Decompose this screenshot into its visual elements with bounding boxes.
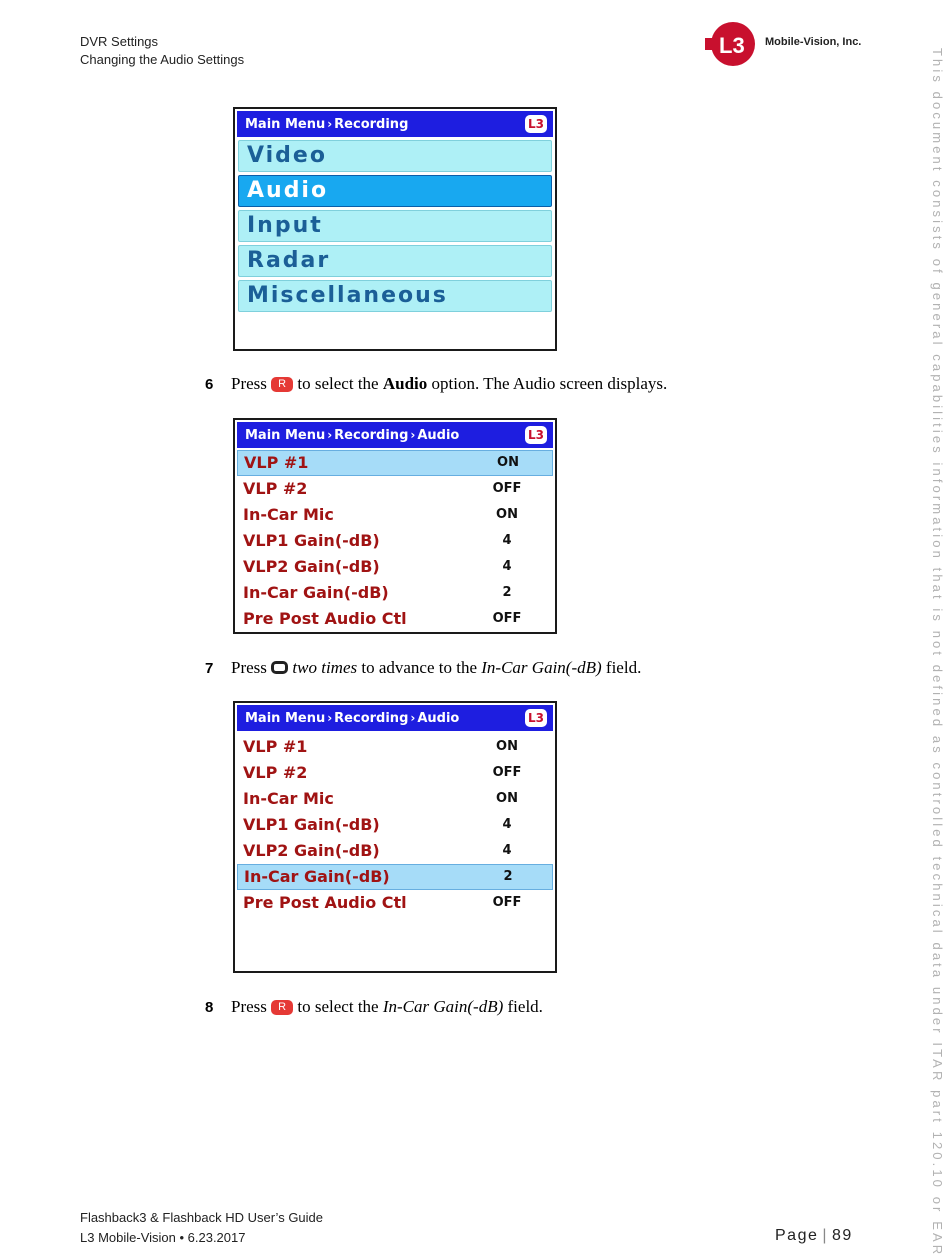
menu-item-radar[interactable]: Radar xyxy=(238,245,552,277)
step-text: field. xyxy=(605,658,642,677)
l3-badge-icon: L3 xyxy=(525,426,547,444)
setting-value: OFF xyxy=(492,765,522,780)
setting-row-vlp1-gain[interactable] xyxy=(237,812,553,838)
setting-label: VLP2 Gain(-dB) xyxy=(243,841,380,860)
step-number: 8 xyxy=(205,999,214,1016)
l3-badge-icon: L3 xyxy=(525,115,547,133)
setting-label: Pre Post Audio Ctl xyxy=(243,893,407,912)
chevron-right-icon: › xyxy=(410,711,416,725)
header-subsection: Changing the Audio Settings xyxy=(80,52,245,67)
step-text: to select the xyxy=(297,997,379,1016)
breadcrumb-recording: Recording xyxy=(334,117,409,132)
setting-value: ON xyxy=(496,791,518,806)
setting-row-in-car-gain[interactable] xyxy=(237,580,553,606)
page-header xyxy=(80,33,244,69)
l3-badge-icon: L3 xyxy=(525,709,547,727)
recording-menu-screen xyxy=(233,107,557,351)
setting-value: 2 xyxy=(502,585,512,600)
page-number xyxy=(775,1227,853,1245)
setting-row-in-car-mic[interactable] xyxy=(237,786,553,812)
setting-row-vlp1[interactable] xyxy=(237,734,553,760)
step-text: to select the xyxy=(297,374,379,393)
setting-label: VLP #1 xyxy=(244,453,309,472)
setting-value: OFF xyxy=(492,611,522,626)
menu-item-input[interactable]: Input xyxy=(238,210,552,242)
setting-row-vlp2[interactable] xyxy=(237,760,553,786)
step-text: Press xyxy=(231,997,267,1016)
chevron-right-icon: › xyxy=(327,711,333,725)
setting-label: In-Car Mic xyxy=(243,505,334,524)
company-logo xyxy=(705,20,875,70)
step-text: Press xyxy=(231,374,267,393)
breadcrumb-main-menu: Main Menu xyxy=(245,117,326,132)
step-emphasis: In-Car Gain(-dB) xyxy=(382,997,504,1016)
step-text: field. xyxy=(507,997,543,1016)
audio-screen-in-car-gain-selected xyxy=(233,701,557,973)
setting-label: In-Car Gain(-dB) xyxy=(243,583,389,602)
menu-item-audio[interactable]: Audio xyxy=(238,175,552,207)
record-button-icon: R xyxy=(271,1000,293,1015)
setting-row-vlp2-gain[interactable] xyxy=(237,554,553,580)
setting-row-pre-post-audio[interactable] xyxy=(237,606,553,632)
setting-row-vlp1[interactable] xyxy=(237,450,553,476)
page-number-value: 89 xyxy=(832,1227,853,1244)
step-number: 7 xyxy=(205,660,214,677)
l3-logo-icon xyxy=(705,20,759,68)
breadcrumb-audio: Audio xyxy=(417,711,460,726)
step-7 xyxy=(205,658,641,678)
setting-label: Pre Post Audio Ctl xyxy=(243,609,407,628)
step-text: option. The Audio screen displays. xyxy=(431,374,668,393)
setting-label: VLP #2 xyxy=(243,479,308,498)
breadcrumb-main-menu: Main Menu xyxy=(245,428,326,443)
page-separator: | xyxy=(822,1227,829,1244)
breadcrumb-audio: Audio xyxy=(417,428,460,443)
step-text: to advance to the xyxy=(361,658,478,677)
setting-value: ON xyxy=(496,507,518,522)
company-name: Mobile-Vision, Inc. xyxy=(765,36,862,48)
setting-row-in-car-mic[interactable] xyxy=(237,502,553,528)
setting-value: 4 xyxy=(502,843,512,858)
step-emphasis: two times xyxy=(292,658,358,677)
step-emphasis: In-Car Gain(-dB) xyxy=(481,658,602,677)
step-6 xyxy=(205,374,667,394)
setting-value: OFF xyxy=(492,895,522,910)
page-footer xyxy=(80,1208,323,1248)
setting-value: ON xyxy=(497,455,519,470)
menu-item-miscellaneous[interactable]: Miscellaneous xyxy=(238,280,552,312)
chevron-right-icon: › xyxy=(410,428,416,442)
setting-row-pre-post-audio[interactable] xyxy=(237,890,553,916)
setting-value: 4 xyxy=(502,533,512,548)
setting-value: OFF xyxy=(492,481,522,496)
footer-company-date: L3 Mobile-Vision • 6.23.2017 xyxy=(80,1230,246,1245)
breadcrumb-main-menu: Main Menu xyxy=(245,711,326,726)
setting-value: ON xyxy=(496,739,518,754)
setting-label: In-Car Gain(-dB) xyxy=(244,867,390,886)
page-label: Page xyxy=(775,1227,819,1244)
audio-screen-vlp1-selected xyxy=(233,418,557,634)
setting-value: 2 xyxy=(503,869,513,884)
menu-button-icon xyxy=(271,661,288,674)
setting-row-vlp2-gain[interactable] xyxy=(237,838,553,864)
step-emphasis: Audio xyxy=(382,374,428,393)
setting-label: VLP #2 xyxy=(243,763,308,782)
setting-value: 4 xyxy=(502,817,512,832)
footer-guide-title: Flashback3 & Flashback HD User’s Guide xyxy=(80,1210,324,1225)
chevron-right-icon: › xyxy=(327,117,333,131)
chevron-right-icon: › xyxy=(327,428,333,442)
step-8 xyxy=(205,997,543,1017)
title-bar xyxy=(237,422,553,448)
setting-label: VLP1 Gain(-dB) xyxy=(243,531,380,550)
setting-row-vlp2[interactable] xyxy=(237,476,553,502)
step-text: Press xyxy=(231,658,267,677)
setting-value: 4 xyxy=(502,559,512,574)
menu-item-video[interactable]: Video xyxy=(238,140,552,172)
itar-notice: This document consists of general capabilities information that is not defined as controlled technical data under ITAR part 120.10 or EAR xyxy=(930,48,945,1257)
setting-label: VLP2 Gain(-dB) xyxy=(243,557,380,576)
step-number: 6 xyxy=(205,376,214,393)
breadcrumb-recording: Recording xyxy=(334,711,409,726)
setting-label: In-Car Mic xyxy=(243,789,334,808)
title-bar xyxy=(237,111,553,137)
setting-label: VLP1 Gain(-dB) xyxy=(243,815,380,834)
breadcrumb-recording: Recording xyxy=(334,428,409,443)
record-button-icon: R xyxy=(271,377,293,392)
svg-text:L3: L3 xyxy=(719,33,745,58)
setting-row-in-car-gain[interactable] xyxy=(237,864,553,890)
setting-label: VLP #1 xyxy=(243,737,308,756)
header-section: DVR Settings xyxy=(80,34,159,49)
title-bar xyxy=(237,705,553,731)
setting-row-vlp1-gain[interactable] xyxy=(237,528,553,554)
